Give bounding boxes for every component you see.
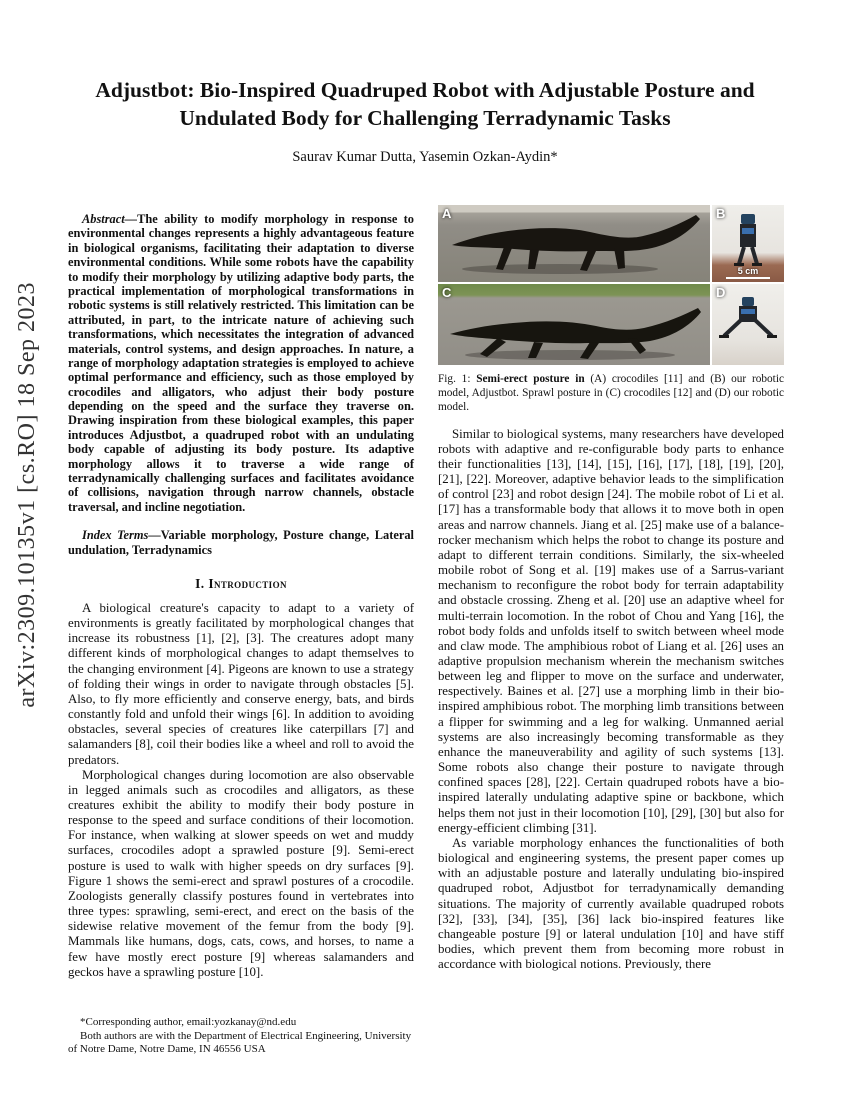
left-column [68, 212, 414, 980]
paper-header [70, 76, 780, 166]
index-terms-text: Variable morphology, Posture change, Lateral undulation, Terradynamics [68, 528, 414, 557]
footnote-corresponding-author: *Corresponding author, email:yozkanay@nd.edu [80, 1016, 297, 1028]
figure-caption-bold: Semi-erect posture in [476, 373, 585, 385]
figure-panel-a-crocodile-semi-erect-photo [438, 205, 710, 282]
panel-a-label: A [442, 206, 452, 221]
crocodile-semi-erect-silhouette [438, 205, 710, 282]
paper-title: Adjustbot: Bio-Inspired Quadruped Robot with Adjustable Posture and Undulated Body for Challenging Terradynamic Tasks [95, 78, 755, 131]
section-heading-introduction: I. Introduction [195, 575, 287, 591]
abstract-text: The ability to modify morphology in response to environmental changes represents a highly advantageous feature in biological organisms, facilitating their adaptation to diverse environmental conditions. While some robots have the capability to modify their morphology by utilizing adaptive body parts, the practical implementation of morphological transformations in robotic systems is still relatively restricted. This limitation can be attributed, in part, to the intricate nature of achieving such transformations, which necessitates the integration of advanced materials, control systems, and design approaches. In nature, a range of morphology adaptation strategies is employed to achieve optimal performance and efficiency, such as those employed by crocodiles and alligators, who adjust their body posture depending on the speed and the surface they traverse on. Drawing inspiration from these biological examples, this paper introduces Adjustbot, a quadruped robot with an undulating body capable of adjusting its body posture. Its adaptive morphology allows it to traverse a wide range of terradynamically challenging surfaces and facilitates avoidance of collisions, navigation through narrow channels, obstacle traversal, and incline negotiation. [68, 212, 414, 514]
figure-caption [438, 372, 784, 415]
crocodile-sprawl-silhouette [438, 284, 710, 365]
panel-c-label: C [442, 285, 452, 300]
index-terms-label: Index Terms— [82, 528, 161, 543]
arxiv-watermark: arXiv:2309.10135v1 [cs.RO] 18 Sep 2023 [14, 282, 40, 708]
panel-d-label: D [716, 285, 726, 300]
contribution-paragraph: As variable morphology enhances the functionalities of both biological and engineering systems, the present paper comes up with an adjustable posture and laterally undulating bio-inspired quadruped robot, Adjustbot for terradynamically demanding situations. The majority of currently available quadruped robots [32], [33], [34], [35], [36] lack bio-inspired features like changeable posture [9] or lateral undulation [10] and have stiff bodies, which prevent them from becoming more robust in accordance with biological notions. Previously, there [438, 835, 784, 972]
panel-b-label: B [716, 206, 726, 221]
right-column [438, 205, 784, 972]
figure-panel-c-crocodile-sprawl-photo [438, 284, 710, 365]
scale-bar-line [726, 277, 770, 279]
intro-paragraph-2: Morphological changes during locomotion are also observable in legged animals such as crocodiles and alligators, as these creatures exhibit the ability to modify their body posture in response to the speed and surface conditions of their locomotion. For instance, when walking at slower speeds on wet and muddy surfaces, crocodiles adopt a sprawled posture [9]. Semi-erect posture is used to walk with higher speeds on dry surfaces [9]. Figure 1 shows the semi-erect and sprawl postures of a crocodile. Zoologists generally classify postures found in vertebrates into three types: sprawling, semi-erect, and erect on the basis of the sidewise relative movement of the femur from the body [9]. Mammals like humans, dogs, cats, cows, and horses, to name a few have mostly erect posture [9] whereas salamanders and geckos have a sprawling posture [10]. [68, 767, 414, 979]
figure-panel-b-robot-semi-erect-photo [712, 205, 784, 282]
footnote-affiliation: Both authors are with the Department of Electrical Engineering, University of Notre Dame, Notre Dame, IN 46556 USA [68, 1029, 412, 1056]
figure-1-images [438, 205, 784, 365]
figure-caption-rest: (A) crocodiles [11] and (B) our robotic model, Adjustbot. Sprawl posture in (C) crocodiles [12] and (D) our robotic model. [438, 373, 784, 414]
scale-bar-label: 5 cm [737, 266, 759, 276]
intro-paragraph-1: A biological creature's capacity to adapt to a variety of environments is greatly facilitated by morphological changes that increase its robustness [1], [2], [3]. The creatures adopt many different kinds of morphological changes to adapt themselves to the changing environment [4]. Pigeons are known to use a strategy of folding their wings in order to navigate through obstacles [5]. Also, to fly more efficiently and conserve energy, bats, and birds constantly fold and unfold their wings [6]. In addition to avoiding obstacles, several species of creatures like caterpillars [7] and salamanders [8], coil their bodies like a wheel and roll to avoid the predators. [68, 600, 414, 767]
abstract-paragraph [68, 212, 414, 514]
abstract-label: Abstract— [82, 212, 138, 226]
paper-authors: Saurav Kumar Dutta, Yasemin Ozkan-Aydin* [292, 148, 558, 165]
footnote [68, 1016, 414, 1057]
figure-caption-number: Fig. 1: [438, 373, 477, 385]
scale-bar [712, 266, 784, 279]
figure-panel-d-robot-sprawl-photo [712, 284, 784, 365]
related-work-paragraph: Similar to biological systems, many researchers have developed robots with adaptive and re-configurable body parts to enhance their functionalities [13], [14], [15], [16], [17], [18], [19], [20], [21], [22]. Moreover, adaptive behavior leads to the simplification of control [23] and robot design [24]. The mobile robot of Li et al. [17] has a transformable body that allows it to move both in open areas and narrow channels. Jiang et al. [25] make use of a balance-rocker mechanism which helps the robot to change its posture and adapt to different terrain conditions. Similarly, the six-wheeled mobile robot of Song et al. [19] makes use of a Sarrus-variant mechanism to reconfigure the robot body for terrain adaptability and obstacle crossing. Zheng et al. [20] use an adaptive wheel for multi-terrain locomotion. In the robot of Chou and Yang [16], the robot body folds and unfolds itself to switch between wheel mode and claw mode. The amphibious robot of Liang et al. [26] uses an adaptive propulsion mechanism wherein the mechanism switches between leg and flipper to move on the surface and underwater, respectively. Baines et al. [27] use a morphing limb in their bio-inspired amphibious robot. The morphing limb transitions between a flipper for swimming and a leg for walking. Unmanned aerial systems are also increasingly becoming transformable as they enhance the maneuverability and agility of such systems [13]. Some robots also change their posture to navigate through confined spaces [28], [22]. Certain quadruped robots have a bio-inspired laterally undulating adaptive spine or backbone, which helps them not just in their locomotion [10], [29], [30] but also for energy-efficient climbing [31]. [438, 426, 784, 835]
figure-1 [438, 205, 784, 415]
index-terms-paragraph [68, 528, 414, 557]
